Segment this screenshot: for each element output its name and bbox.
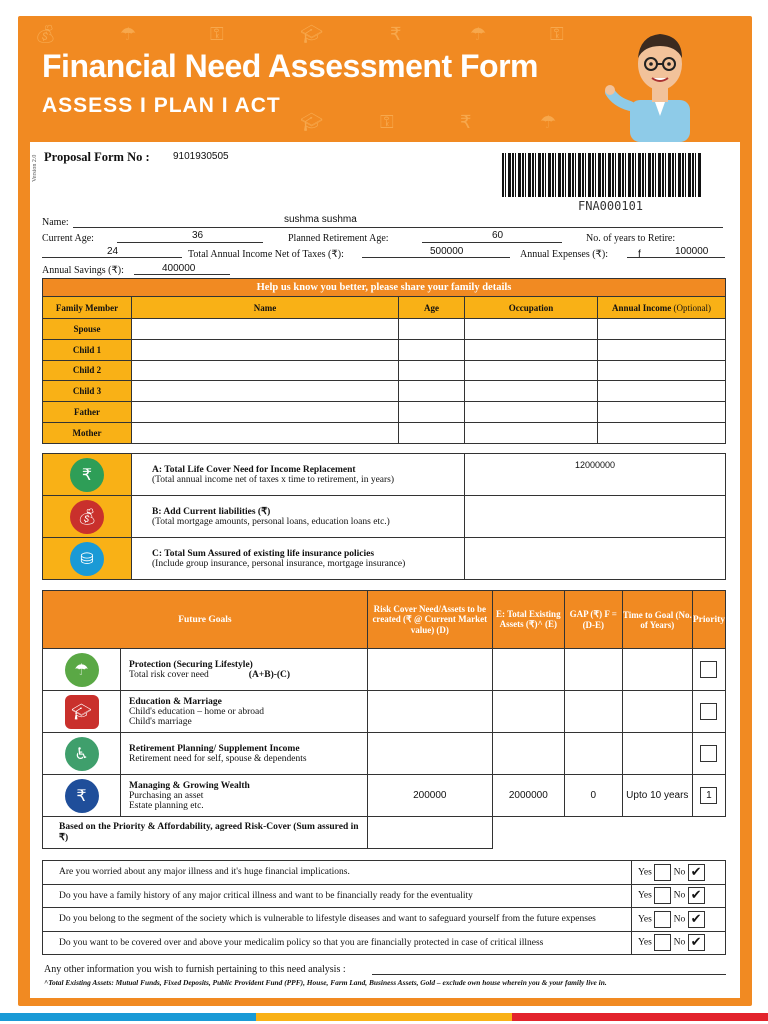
money-bag-icon: ₹ bbox=[460, 112, 472, 133]
no-label: No bbox=[673, 890, 686, 901]
goal-d-cell[interactable]: 200000 bbox=[367, 775, 492, 817]
family-age-cell[interactable] bbox=[399, 381, 465, 402]
family-table bbox=[42, 278, 726, 444]
umbrella-family-icon: ☂ bbox=[65, 653, 99, 687]
icon-cell bbox=[43, 733, 121, 775]
proposal-number: 9101930505 bbox=[173, 151, 229, 162]
expenses-prefix: f bbox=[638, 249, 641, 260]
icon-cell bbox=[43, 454, 132, 496]
priority-box[interactable] bbox=[700, 703, 717, 720]
cover-a-note: (Total annual income net of taxes x time to retirement, in years) bbox=[152, 474, 395, 485]
money-bag-icon: ₹ bbox=[65, 779, 99, 813]
rocking-chair-icon: ♿︎ bbox=[65, 737, 99, 771]
expenses-value: 100000 bbox=[675, 246, 709, 257]
yes-checkbox[interactable] bbox=[654, 934, 671, 951]
icon-cell bbox=[43, 649, 121, 691]
goal-time-cell[interactable] bbox=[622, 733, 692, 775]
no-checkbox[interactable]: ✔ bbox=[688, 887, 705, 904]
goal-gap-cell[interactable]: 0 bbox=[564, 775, 622, 817]
future-goals-table bbox=[42, 590, 726, 849]
priority-cell[interactable] bbox=[692, 733, 725, 775]
fna-number: FNA000101 bbox=[578, 199, 644, 213]
advisor-mascot-icon bbox=[600, 22, 720, 142]
no-label: No bbox=[673, 937, 686, 948]
icon-cell bbox=[43, 538, 132, 580]
goal-d-cell[interactable] bbox=[367, 691, 492, 733]
family-occupation-cell[interactable] bbox=[465, 402, 598, 423]
other-info-field[interactable] bbox=[372, 974, 726, 975]
member-spouse: Spouse bbox=[43, 319, 132, 340]
goal-gap-cell[interactable] bbox=[564, 691, 622, 733]
cover-b bbox=[132, 496, 465, 538]
money-bag-icon: 💰︎ bbox=[70, 500, 104, 534]
col-income-label: Annual Income bbox=[611, 302, 672, 313]
yes-checkbox[interactable] bbox=[654, 911, 671, 928]
goal-title: Managing & Growing Wealth bbox=[129, 780, 250, 791]
goal-e-cell[interactable] bbox=[492, 691, 564, 733]
key-icon: ⚿ bbox=[380, 112, 394, 133]
current-age-label: Current Age: bbox=[42, 233, 94, 244]
no-checkbox[interactable]: ✔ bbox=[688, 934, 705, 951]
life-cover-table bbox=[42, 453, 726, 580]
family-name-cell[interactable] bbox=[132, 402, 399, 423]
cover-a-title: A: Total Life Cover Need for Income Replacement bbox=[152, 464, 356, 475]
graduation-cap-icon: 🎓︎ bbox=[300, 24, 323, 45]
col-family-member: Family Member bbox=[43, 297, 132, 319]
years-value: 24 bbox=[107, 246, 119, 257]
goal-title: Protection (Securing Lifestyle) bbox=[129, 659, 253, 670]
current-age-field[interactable] bbox=[117, 242, 263, 243]
goal-line: Retirement need for self, spouse & dependents bbox=[129, 753, 307, 764]
cover-a-value[interactable]: 12000000 bbox=[465, 454, 726, 496]
cover-c-note: (Include group insurance, personal insurance, mortgage insurance) bbox=[152, 558, 406, 569]
yes-label: Yes bbox=[638, 867, 652, 878]
family-age-cell[interactable] bbox=[399, 339, 465, 360]
goal-title: Retirement Planning/ Supplement Income bbox=[129, 743, 300, 754]
form-tagline: ASSESS I PLAN I ACT bbox=[42, 94, 281, 117]
goal-d-cell[interactable] bbox=[367, 649, 492, 691]
income-value: 500000 bbox=[430, 246, 464, 257]
cover-a bbox=[132, 454, 465, 496]
icon-cell bbox=[43, 775, 121, 817]
savings-field[interactable] bbox=[134, 274, 230, 275]
member-father: Father bbox=[43, 402, 132, 423]
goal-e-cell[interactable] bbox=[492, 649, 564, 691]
member-child-3: Child 3 bbox=[43, 381, 132, 402]
cover-b-value[interactable] bbox=[465, 496, 726, 538]
form-title: Financial Need Assessment Form bbox=[42, 48, 538, 84]
col-income-note: (Optional) bbox=[673, 302, 711, 313]
answer-cell bbox=[632, 861, 726, 885]
question-text: Do you want to be covered over and above your medicalim policy so that you are financially protected in case of critical illness bbox=[43, 931, 632, 955]
priority-cell[interactable] bbox=[692, 649, 725, 691]
yes-checkbox[interactable] bbox=[654, 864, 671, 881]
goal-gap-cell[interactable] bbox=[564, 733, 622, 775]
goal-wealth bbox=[121, 775, 368, 817]
family-name-cell[interactable] bbox=[132, 422, 399, 443]
years-field[interactable] bbox=[42, 257, 182, 258]
agreed-risk-cover-value[interactable] bbox=[367, 817, 492, 849]
current-age-value: 36 bbox=[192, 230, 204, 241]
graduation-cap-icon: 🎓︎ bbox=[300, 112, 323, 133]
cover-c-title: C: Total Sum Assured of existing life insurance policies bbox=[152, 548, 375, 559]
cover-c-value[interactable] bbox=[465, 538, 726, 580]
expenses-label: Annual Expenses (₹): bbox=[520, 249, 609, 260]
planned-age-label: Planned Retirement Age: bbox=[288, 233, 389, 244]
agreed-risk-cover-label: Based on the Priority & Affordability, agreed Risk-Cover (Sum assured in ₹) bbox=[43, 817, 368, 849]
member-mother: Mother bbox=[43, 422, 132, 443]
footer-strip-red bbox=[512, 1013, 768, 1021]
col-name: Name bbox=[132, 297, 399, 319]
family-age-cell[interactable] bbox=[399, 319, 465, 340]
yes-label: Yes bbox=[638, 914, 652, 925]
health-questions-table bbox=[42, 860, 726, 955]
answer-cell bbox=[632, 931, 726, 955]
goal-time-cell[interactable] bbox=[622, 649, 692, 691]
col-risk-cover: Risk Cover Need/Assets to be created (₹ @ Current Market value) (D) bbox=[367, 591, 492, 649]
goal-title: Education & Marriage bbox=[129, 696, 222, 707]
family-income-cell[interactable] bbox=[598, 422, 726, 443]
priority-box[interactable] bbox=[700, 745, 717, 762]
col-age: Age bbox=[399, 297, 465, 319]
question-text: Do you have a family history of any major critical illness and want to be financially ready for the eventuality bbox=[43, 884, 632, 908]
expenses-field[interactable] bbox=[627, 257, 725, 258]
goal-gap-cell[interactable] bbox=[564, 649, 622, 691]
planned-age-field[interactable] bbox=[422, 242, 562, 243]
yes-checkbox[interactable] bbox=[654, 887, 671, 904]
col-existing-assets: E: Total Existing Assets (₹)^ (E) bbox=[492, 591, 564, 649]
question-text: Do you belong to the segment of the society which is vulnerable to lifestyle diseases and want to safeguard yourself from the future expenses bbox=[43, 908, 632, 932]
name-field[interactable] bbox=[73, 227, 723, 228]
name-label: Name: bbox=[42, 217, 69, 228]
footer-strip-blue bbox=[0, 1013, 256, 1021]
icon-cell bbox=[43, 496, 132, 538]
empty-cell bbox=[492, 817, 725, 849]
income-field[interactable] bbox=[362, 257, 510, 258]
other-info-label: Any other information you wish to furnish pertaining to this need analysis : bbox=[44, 964, 346, 975]
goal-d-cell[interactable] bbox=[367, 733, 492, 775]
family-name-cell[interactable] bbox=[132, 360, 399, 381]
income-label: Total Annual Income Net of Taxes (₹): bbox=[188, 249, 344, 260]
footer-strip-yellow bbox=[256, 1013, 512, 1021]
planned-age-value: 60 bbox=[492, 230, 504, 241]
family-banner: Help us know you better, please share your family details bbox=[43, 279, 726, 297]
family-occupation-cell[interactable] bbox=[465, 422, 598, 443]
col-income bbox=[598, 297, 726, 319]
col-priority: Priority bbox=[692, 591, 725, 649]
proposal-label: Proposal Form No : bbox=[44, 150, 150, 164]
col-time-to-goal: Time to Goal (No. of Years) bbox=[622, 591, 692, 649]
money-bag-icon: ₹ bbox=[390, 24, 402, 45]
yes-label: Yes bbox=[638, 937, 652, 948]
goal-line: Child's marriage bbox=[129, 716, 192, 727]
family-occupation-cell[interactable] bbox=[465, 339, 598, 360]
cover-b-note: (Total mortgage amounts, personal loans, education loans etc.) bbox=[152, 517, 390, 527]
family-income-cell[interactable] bbox=[598, 402, 726, 423]
family-occupation-cell[interactable] bbox=[465, 360, 598, 381]
goal-line: Child's education – home or abroad bbox=[129, 706, 264, 717]
umbrella-icon: ☂ bbox=[470, 24, 487, 45]
col-future-goals: Future Goals bbox=[43, 591, 368, 649]
family-income-cell[interactable] bbox=[598, 319, 726, 340]
yes-label: Yes bbox=[638, 890, 652, 901]
savings-value: 400000 bbox=[162, 263, 196, 274]
member-child-1: Child 1 bbox=[43, 339, 132, 360]
priority-box[interactable]: 1 bbox=[700, 787, 717, 804]
answer-cell bbox=[632, 884, 726, 908]
icon-cell bbox=[43, 691, 121, 733]
years-label: No. of years to Retire: bbox=[586, 233, 676, 244]
goal-e-cell[interactable]: 2000000 bbox=[492, 775, 564, 817]
cover-b-title: B: Add Current liabilities (₹) bbox=[152, 507, 271, 517]
barcode bbox=[502, 153, 702, 197]
cover-c bbox=[132, 538, 465, 580]
key-icon: ⚿ bbox=[210, 24, 224, 45]
family-name-cell[interactable] bbox=[132, 319, 399, 340]
family-income-cell[interactable] bbox=[598, 381, 726, 402]
goal-line: Purchasing an asset bbox=[129, 790, 204, 801]
family-income-cell[interactable] bbox=[598, 360, 726, 381]
coins-icon: ⛁ bbox=[70, 542, 104, 576]
goal-time-cell[interactable] bbox=[622, 691, 692, 733]
family-name-cell[interactable] bbox=[132, 381, 399, 402]
family-age-cell[interactable] bbox=[399, 402, 465, 423]
goal-e-cell[interactable] bbox=[492, 733, 564, 775]
priority-cell[interactable] bbox=[692, 691, 725, 733]
footnote: ^Total Existing Assets: Mutual Funds, Fixed Deposits, Public Provident Fund (PPF), House, Farm Land, Business Assets, Gold – exclude own house wherein you & your family live in. bbox=[44, 978, 607, 987]
no-checkbox[interactable]: ✔ bbox=[688, 911, 705, 928]
member-child-2: Child 2 bbox=[43, 360, 132, 381]
priority-cell[interactable] bbox=[692, 775, 725, 817]
umbrella-icon: ☂ bbox=[540, 112, 557, 133]
education-icon: 🎓︎ bbox=[65, 695, 99, 729]
family-age-cell[interactable] bbox=[399, 360, 465, 381]
answer-cell bbox=[632, 908, 726, 932]
goal-protection bbox=[121, 649, 368, 691]
savings-label: Annual Savings (₹): bbox=[42, 265, 124, 276]
family-age-cell[interactable] bbox=[399, 422, 465, 443]
family-name-cell[interactable] bbox=[132, 339, 399, 360]
family-occupation-cell[interactable] bbox=[465, 319, 598, 340]
goal-formula: (A+B)-(C) bbox=[248, 669, 291, 680]
version-label: Version 2.0 bbox=[32, 154, 38, 182]
family-occupation-cell[interactable] bbox=[465, 381, 598, 402]
no-label: No bbox=[673, 867, 686, 878]
question-text: Are you worried about any major illness and it's huge financial implications. bbox=[43, 861, 632, 885]
goal-education bbox=[121, 691, 368, 733]
goal-line: Estate planning etc. bbox=[129, 800, 204, 811]
money-bag-icon: 💰︎ bbox=[34, 24, 57, 45]
goal-retirement bbox=[121, 733, 368, 775]
col-gap: GAP (₹) F = (D-E) bbox=[564, 591, 622, 649]
priority-box[interactable] bbox=[700, 661, 717, 678]
no-label: No bbox=[673, 914, 686, 925]
family-income-cell[interactable] bbox=[598, 339, 726, 360]
col-occupation: Occupation bbox=[465, 297, 598, 319]
umbrella-icon: ☂ bbox=[120, 24, 137, 45]
name-value: sushma sushma bbox=[284, 214, 357, 225]
goal-line: Total risk cover need bbox=[129, 669, 209, 680]
no-checkbox[interactable]: ✔ bbox=[688, 864, 705, 881]
key-icon: ⚿ bbox=[550, 24, 564, 45]
hand-money-icon: ₹ bbox=[70, 458, 104, 492]
goal-time-cell[interactable]: Upto 10 years bbox=[622, 775, 692, 817]
